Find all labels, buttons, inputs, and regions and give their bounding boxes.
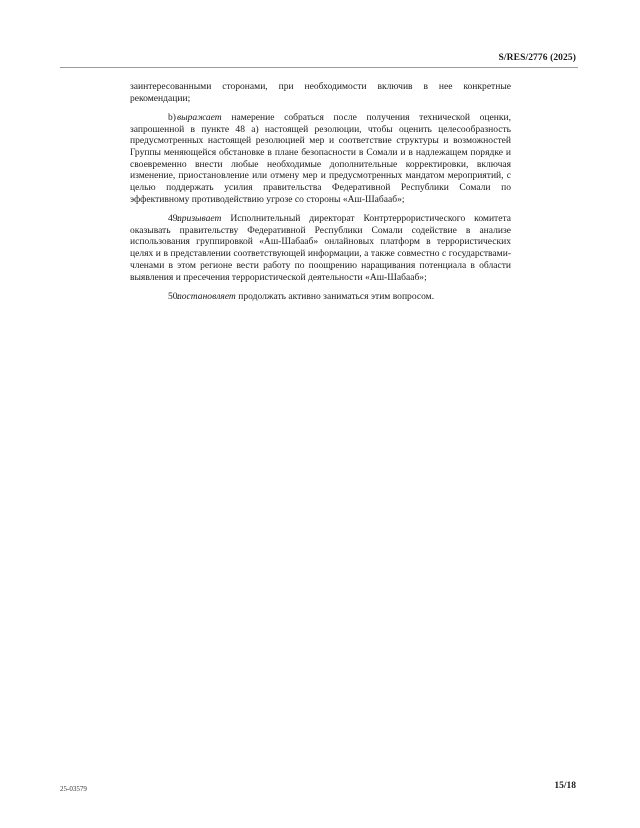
paragraph-text: намерение собраться после получения технической оценки, запрошенной в пункте 48 а) настоящей резолюции, чтобы оценить целесообразность предусмотренных настоящей резолюцией мер и соответствие структуры и возможностей Группы меняющейся обстановке в плане безопасности в Сомали и в надлежащем порядке и своевременно внести любые необходимые дополнительные корректировки, включая изменение, приостановление или отмену мер и предусмотренных мандатом мероприятий, с целью поддержать усилия правительства Федеративной Республики Сомали по эффективному противодействию угрозе со стороны «Аш-Шабааб»; [130,111,511,205]
document-symbol: S/RES/2776 (2025) [498,53,576,63]
operative-verb: постановляет [177,290,236,302]
paragraph-49 [130,213,511,283]
paragraph-number: 49. [168,213,180,225]
paragraph-continuation [130,81,511,104]
paragraph-number: b) [168,111,176,123]
paragraph-text: заинтересованными сторонами, при необходимости включив в нее конкретные рекомендации; [130,81,511,104]
paragraph-text: продолжать активно заниматься этим вопросом. [235,290,435,302]
header-divider [60,67,578,68]
resolution-body [130,81,511,310]
paragraph-b [130,112,511,206]
paragraph-text: Исполнительный директорат Контртеррористического комитета оказывать правительству Федеративной Республики Сомали содействие в анализе использования группировкой «Аш-Шабааб» онлайновых платформ в террористических целях и в представлении соответствующей информации, а также совместно с государствами-членами в этом регионе вести работу по поощрению наращивания потенциала в области выявления и пресечения террористической деятельности «Аш-Шабааб»; [130,213,511,283]
operative-verb: призывает [177,213,222,225]
operative-verb: выражает [177,111,222,123]
paragraph-number: 50. [168,290,180,302]
document-number: 25-03579 [60,785,87,793]
paragraph-50 [130,291,511,303]
page-number: 15/18 [554,781,576,791]
